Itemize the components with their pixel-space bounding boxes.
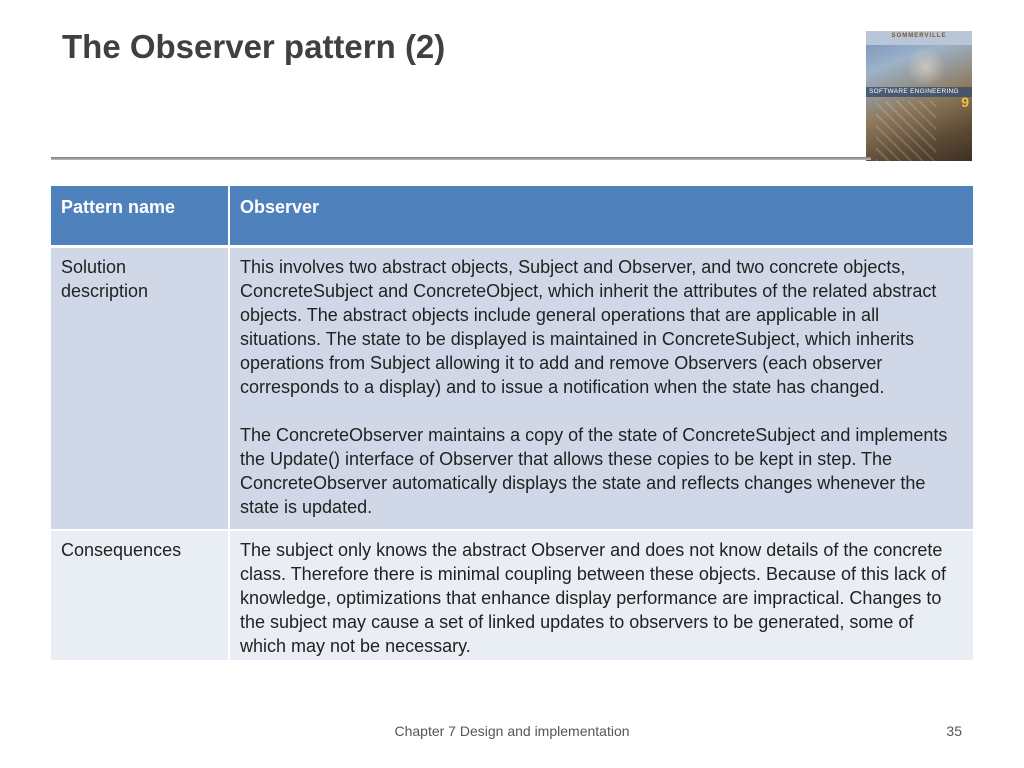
book-cover-image bbox=[866, 31, 972, 161]
solution-paragraph-2: The ConcreteObserver maintains a copy of the state of ConcreteSubject and implements the Update() interface of Observer that allows these copies to be kept in step. The ConcreteObserver automatically displays the state and reflects changes whenever the state is updated. bbox=[240, 425, 948, 517]
cover-title: SOFTWARE ENGINEERING bbox=[869, 88, 959, 95]
row-label-consequences: Consequences bbox=[51, 530, 229, 660]
cover-author: SOMMERVILLE bbox=[891, 33, 947, 39]
row-value-consequences bbox=[229, 530, 973, 660]
table-header-row bbox=[51, 186, 973, 247]
solution-paragraph-1: This involves two abstract objects, Subject and Observer, and two concrete objects, ConcreteSubject and ConcreteObject, which inherit the attributes of the related abstract objects. The abstract objects include general operations that are applicable in all situations. The state to be displayed is maintained in ConcreteSubject, which inherits operations from Subject allowing it to add and remove Observers (each observer corresponds to a display) and to issue a notification when the state has changed. bbox=[240, 257, 937, 397]
table-row-consequences bbox=[51, 530, 973, 660]
header-value-cell: Observer bbox=[229, 186, 973, 247]
header-label-cell: Pattern name bbox=[51, 186, 229, 247]
page-number: 35 bbox=[946, 723, 962, 739]
consequences-paragraph-1: The subject only knows the abstract Observer and does not know details of the concrete class. Therefore there is minimal coupling between these objects. Because of this lack of knowledge, optimizations that enhance display performance are impractical. Changes to the subject may cause a set of linked updates to observers to be generated, some of which may not be necessary. bbox=[240, 540, 947, 656]
slide-footer: Chapter 7 Design and implementation bbox=[394, 723, 630, 739]
pattern-table bbox=[51, 186, 973, 660]
table-row-solution bbox=[51, 247, 973, 531]
slide-title: The Observer pattern (2) bbox=[62, 28, 446, 65]
row-value-solution bbox=[229, 247, 973, 531]
cover-edition: 9 bbox=[961, 94, 969, 110]
title-divider bbox=[51, 157, 871, 160]
row-label-solution: Solution description bbox=[51, 247, 229, 531]
